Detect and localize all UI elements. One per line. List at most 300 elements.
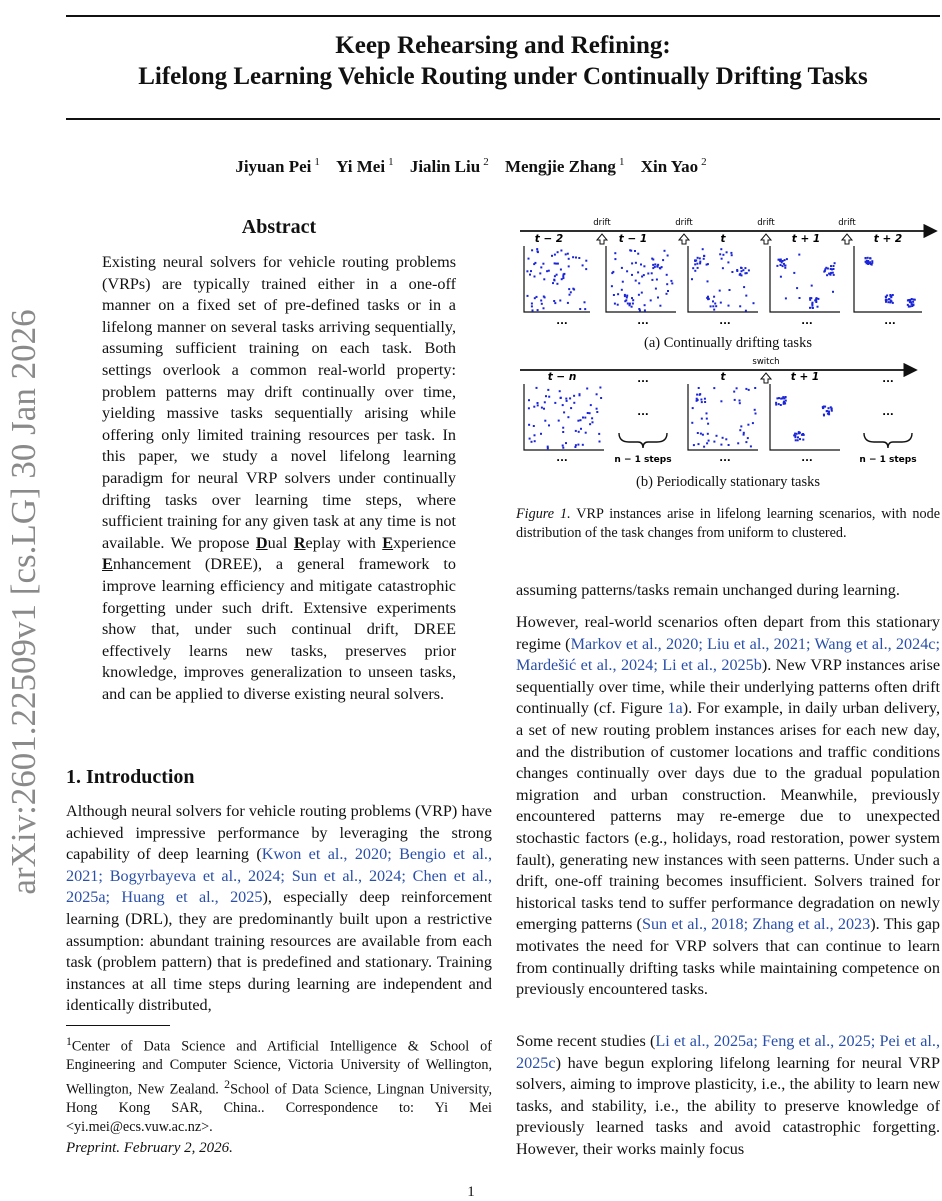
node-dot (699, 257, 701, 259)
node-dot (584, 417, 586, 419)
node-dot (585, 260, 587, 262)
node-dot (745, 388, 747, 390)
node-dot (700, 433, 702, 435)
citation-link[interactable]: Kwon et al., 2020; Bengio et al., 2021; Bogyrbayeva et al., 2024; Sun et al., 2024; Chen et al., 2025a; Huang et al., 2025 (66, 845, 492, 907)
node-dot (782, 396, 784, 398)
node-dot (640, 264, 642, 266)
node-dot (560, 269, 562, 271)
node-dot (707, 280, 709, 282)
section-heading-introduction: 1. Introduction (66, 766, 195, 788)
node-dot (812, 307, 814, 309)
node-dot (871, 262, 873, 264)
node-dot (667, 290, 669, 292)
node-dot (698, 387, 700, 389)
node-dot (720, 400, 722, 402)
node-dot (556, 283, 558, 285)
steps-label: n − 1 steps (614, 455, 672, 465)
node-dot (536, 387, 538, 389)
node-dot (589, 423, 591, 425)
drift-label: drift (838, 218, 856, 228)
citation-link[interactable]: Markov et al., 2020; Liu et al., 2021; Wang et al., 2024c; Mardešić et al., 2024; Li et al., 2025b (516, 634, 940, 675)
node-dot (833, 265, 835, 267)
node-dot (739, 305, 741, 307)
node-dot (796, 287, 798, 289)
node-dot (554, 302, 556, 304)
node-dot (737, 442, 739, 444)
node-dot (568, 288, 570, 290)
node-dot (780, 404, 782, 406)
node-dot (565, 253, 567, 255)
node-dot (586, 388, 588, 390)
drift-arrow-icon (679, 234, 689, 244)
node-dot (720, 444, 722, 446)
node-dot (531, 441, 533, 443)
node-dot (638, 294, 640, 296)
figure-1-diagram (516, 210, 942, 495)
node-dot (775, 404, 777, 406)
node-dot (802, 439, 804, 441)
node-dot (569, 397, 571, 399)
node-dot (781, 261, 783, 263)
ellipsis: ... (801, 316, 813, 327)
citation-link[interactable]: Sun et al., 2018; Zhang et al., 2023 (641, 915, 871, 934)
node-dot (652, 264, 654, 266)
node-dot (659, 305, 661, 307)
node-dot (562, 277, 564, 279)
node-dot (634, 250, 636, 252)
node-dot (554, 402, 556, 404)
node-dot (701, 401, 703, 403)
node-dot (657, 297, 659, 299)
node-dot (626, 295, 628, 297)
node-dot (783, 403, 785, 405)
node-dot (739, 402, 741, 404)
node-dot (822, 407, 824, 409)
ellipsis: ... (719, 316, 731, 327)
node-dot (720, 248, 722, 250)
node-dot (794, 436, 796, 438)
node-dot (703, 446, 705, 448)
node-dot (743, 286, 745, 288)
node-dot (553, 300, 555, 302)
node-dot (797, 439, 799, 441)
node-dot (540, 266, 542, 268)
node-dot (547, 389, 549, 391)
node-dot (572, 256, 574, 258)
node-dot (537, 250, 539, 252)
node-dot (544, 420, 546, 422)
node-dot (747, 424, 749, 426)
node-dot (558, 420, 560, 422)
ellipsis: ... (719, 453, 731, 464)
node-dot (555, 263, 557, 265)
node-dot (591, 417, 593, 419)
node-dot (744, 267, 746, 269)
node-dot (828, 411, 830, 413)
node-dot (566, 400, 568, 402)
figure-ref-link[interactable]: 1a (667, 699, 683, 718)
node-dot (560, 397, 562, 399)
author: Yi Mei $^1$ (336, 156, 394, 176)
node-dot (706, 412, 708, 414)
node-dot (559, 300, 561, 302)
node-dot (647, 273, 649, 275)
node-dot (644, 309, 646, 311)
node-dot (537, 309, 539, 311)
node-dot (829, 273, 831, 275)
node-dot (562, 447, 564, 449)
node-dot (534, 440, 536, 442)
node-dot (563, 273, 565, 275)
abstract-body: Existing neural solvers for vehicle routing problems (VRPs) are typically trained either in a one-off manner on a fixed set of pre-defined tasks or in a lifelong manner on several tasks arriving sequentially, assuming sufficient training on each task. Both settings overlook a common real-world property: problem patterns may drift continually over time, yielding massive tasks sequentially arising while offering only limited training resources per task. In this paper, we study a novel lifelong learning paradigm for neural VRP solvers under continually drifting tasks over learning time steps, where sufficient training for any given task at any time is not available. We propose Dual Replay with Experience Enhancement (DREE), a general framework to improve learning efficiency and mitigate catastrophic forgetting under such drift. Extensive experiments show that, under such continual drift, DREE effectively learns new tasks, preserves prior knowledge, improves generalization to unseen tasks, and can be applied to diverse existing neural solvers. (102, 253, 456, 703)
intro-paragraph-3: Some recent studies (Li et al., 2025a; Feng et al., 2025; Pei et al., 2025c) have begun exploring lifelong learning for neural VRP solvers, aiming to improve plasticity, i.e., the ability to learn new tasks, and stability, i.e., the ability to preserve knowledge of previously learned tasks and avoid catastrophic forgetting. However, their works mainly focus (516, 1032, 941, 1158)
node-dot (697, 267, 699, 269)
node-dot (527, 295, 529, 297)
node-dot (565, 398, 567, 400)
paper-title (66, 30, 940, 92)
node-dot (552, 282, 554, 284)
node-dot (909, 299, 911, 301)
node-dot (776, 265, 778, 267)
node-dot (707, 433, 709, 435)
node-dot (888, 298, 890, 300)
node-dot (533, 406, 535, 408)
node-dot (659, 267, 661, 269)
node-dot (635, 280, 637, 282)
node-dot (664, 250, 666, 252)
node-dot (745, 441, 747, 443)
node-dot (540, 300, 542, 302)
node-dot (809, 307, 811, 309)
node-dot (629, 303, 631, 305)
node-dot (546, 270, 548, 272)
node-dot (913, 299, 915, 301)
node-dot (632, 303, 634, 305)
node-dot (706, 442, 708, 444)
node-dot (563, 411, 565, 413)
brace-icon (619, 433, 667, 448)
node-dot (599, 441, 601, 443)
node-dot (815, 298, 817, 300)
node-dot (617, 293, 619, 295)
drift-label: drift (675, 218, 693, 228)
node-dot (568, 265, 570, 267)
node-dot (626, 270, 628, 272)
node-dot (739, 400, 741, 402)
time-label: t (720, 233, 726, 245)
steps-label: n − 1 steps (859, 455, 917, 465)
ellipsis: ... (637, 374, 649, 385)
node-dot (719, 253, 721, 255)
node-dot (831, 408, 833, 410)
author: Mengjie Zhang $^1$ (504, 156, 625, 176)
node-dot (536, 248, 538, 250)
node-dot (631, 274, 633, 276)
node-dot (654, 263, 656, 265)
abstract-heading: Abstract (241, 216, 317, 238)
node-dot (578, 257, 580, 259)
node-dot (562, 404, 564, 406)
node-dot (740, 267, 742, 269)
node-dot (635, 262, 637, 264)
node-dot (662, 259, 664, 261)
title-line-2: Lifelong Learning Vehicle Routing under Continually Drifting Tasks (138, 63, 868, 90)
node-dot (614, 258, 616, 260)
ellipsis: ... (884, 316, 896, 327)
node-dot (782, 265, 784, 267)
node-dot (567, 416, 569, 418)
node-dot (793, 272, 795, 274)
node-dot (823, 414, 825, 416)
node-dot (553, 279, 555, 281)
node-dot (706, 264, 708, 266)
node-dot (707, 296, 709, 298)
node-dot (596, 411, 598, 413)
node-dot (534, 297, 536, 299)
node-dot (692, 267, 694, 269)
node-dot (908, 305, 910, 307)
intro-paragraph-1: Although neural solvers for vehicle routing problems (VRP) have achieved impressive performance by leveraging the strong capability of deep learning (Kwon et al., 2020; Bengio et al., 2021; Bogyrbayeva et al., 2024; Sun et al., 2024; Chen et al., 2025a; Huang et al., 2025), especially deep reinforcement learning (DRL), they are predominantly built upon a restrictive assumption: abundant training resources are available from each task (problem pattern) that is predefined and stationary. Training instances at all time steps during learning are independent and identically distributed, (66, 802, 492, 1015)
node-dot (742, 269, 744, 271)
node-dot (799, 438, 801, 440)
node-dot (548, 396, 550, 398)
node-dot (727, 261, 729, 263)
node-dot (562, 431, 564, 433)
node-dot (912, 304, 914, 306)
node-dot (694, 263, 696, 265)
node-dot (557, 251, 559, 253)
time-label: t − n (547, 371, 577, 383)
time-label: t (720, 371, 726, 383)
node-dot (748, 269, 750, 271)
node-dot (577, 420, 579, 422)
node-dot (812, 302, 814, 304)
node-dot (559, 390, 561, 392)
node-dot (702, 434, 704, 436)
node-dot (621, 289, 623, 291)
node-dot (730, 252, 732, 254)
node-dot (828, 413, 830, 415)
node-dot (785, 396, 787, 398)
preprint-date: Preprint. February 2, 2026. (66, 1140, 233, 1156)
node-dot (736, 387, 738, 389)
node-dot (745, 295, 747, 297)
node-dot (703, 258, 705, 260)
node-dot (567, 253, 569, 255)
node-dot (541, 407, 543, 409)
node-dot (748, 389, 750, 391)
node-dot (580, 428, 582, 430)
node-dot (670, 280, 672, 282)
node-dot (707, 423, 709, 425)
node-dot (752, 422, 754, 424)
node-dot (891, 300, 893, 302)
node-dot (783, 263, 785, 265)
node-dot (582, 444, 584, 446)
node-dot (529, 438, 531, 440)
citation-link[interactable]: Li et al., 2025a; Feng et al., 2025; Pei et al., 2025c (516, 1032, 941, 1072)
node-dot (707, 298, 709, 300)
node-dot (652, 259, 654, 261)
node-dot (570, 291, 572, 293)
node-dot (621, 267, 623, 269)
node-dot (715, 305, 717, 307)
node-dot (706, 418, 708, 420)
node-dot (617, 304, 619, 306)
node-dot (554, 254, 556, 256)
node-dot (551, 255, 553, 257)
node-dot (778, 403, 780, 405)
node-dot (745, 310, 747, 312)
node-dot (815, 301, 817, 303)
node-dot (694, 270, 696, 272)
node-dot (573, 395, 575, 397)
node-dot (710, 305, 712, 307)
node-dot (600, 397, 602, 399)
node-dot (692, 407, 694, 409)
node-dot (713, 441, 715, 443)
node-dot (827, 268, 829, 270)
node-dot (696, 263, 698, 265)
node-dot (799, 432, 801, 434)
node-dot (526, 270, 528, 272)
node-dot (785, 297, 787, 299)
node-dot (831, 268, 833, 270)
node-dot (582, 264, 584, 266)
node-dot (793, 434, 795, 436)
node-dot (533, 425, 535, 427)
node-dot (754, 409, 756, 411)
node-dot (650, 299, 652, 301)
ellipsis: ... (882, 374, 894, 385)
drift-label: drift (593, 218, 611, 228)
node-dot (713, 296, 715, 298)
node-dot (741, 270, 743, 272)
drift-arrow-icon (842, 234, 852, 244)
title-top-rule (66, 15, 940, 17)
node-dot (637, 271, 639, 273)
node-dot (817, 306, 819, 308)
node-dot (832, 291, 834, 293)
node-dot (528, 258, 530, 260)
node-dot (731, 271, 733, 273)
node-dot (626, 297, 628, 299)
node-dot (693, 444, 695, 446)
node-dot (598, 433, 600, 435)
author: Xin Yao $^2$ (640, 156, 707, 176)
node-dot (528, 424, 530, 426)
node-dot (747, 437, 749, 439)
node-dot (726, 251, 728, 253)
node-dot (794, 433, 796, 435)
time-label: t − 1 (618, 233, 648, 245)
node-dot (584, 308, 586, 310)
node-dot (754, 387, 756, 389)
node-dot (575, 430, 577, 432)
node-dot (531, 305, 533, 307)
drift-arrow-icon (761, 234, 771, 244)
arxiv-stamp: arXiv:2601.22509v1 [cs.LG] 30 Jan 2026 (4, 309, 43, 895)
node-dot (590, 404, 592, 406)
node-dot (540, 433, 542, 435)
node-dot (869, 257, 871, 259)
node-dot (691, 422, 693, 424)
node-dot (637, 253, 639, 255)
node-dot (548, 424, 550, 426)
node-dot (780, 264, 782, 266)
node-scatter-a (526, 248, 915, 312)
author: Jialin Liu $^2$ (409, 156, 489, 176)
node-dot (529, 274, 531, 276)
intro-paragraph-1-continued: assuming patterns/tasks remain unchanged during learning. (516, 581, 900, 599)
node-dot (667, 255, 669, 257)
node-dot (544, 401, 546, 403)
node-dot (528, 407, 530, 409)
node-dot (809, 297, 811, 299)
node-dot (531, 303, 533, 305)
node-dot (567, 302, 569, 304)
node-dot (569, 294, 571, 296)
node-dot (826, 410, 828, 412)
node-dot (696, 394, 698, 396)
drift-label: drift (757, 218, 775, 228)
node-dot (799, 297, 801, 299)
node-dot (596, 393, 598, 395)
node-dot (886, 299, 888, 301)
node-dot (652, 267, 654, 269)
node-dot (656, 279, 658, 281)
node-dot (700, 399, 702, 401)
node-dot (708, 440, 710, 442)
ellipsis: ... (637, 316, 649, 327)
brace-icon (864, 433, 912, 448)
figure-caption: Figure 1. VRP instances arise in lifelong learning scenarios, with node distribution of the task changes from uniform to clustered. (516, 506, 940, 541)
node-dot (731, 254, 733, 256)
node-dot (562, 445, 564, 447)
node-dot (750, 445, 752, 447)
node-dot (744, 272, 746, 274)
node-dot (543, 408, 545, 410)
node-dot (657, 264, 659, 266)
node-dot (532, 309, 534, 311)
node-dot (887, 301, 889, 303)
node-dot (778, 259, 780, 261)
node-dot (547, 447, 549, 449)
node-dot (587, 412, 589, 414)
node-dot (704, 398, 706, 400)
node-dot (584, 301, 586, 303)
node-dot (543, 307, 545, 309)
ellipsis: ... (556, 453, 568, 464)
node-dot (912, 301, 914, 303)
node-dot (530, 270, 532, 272)
node-dot (543, 278, 545, 280)
node-dot (562, 427, 564, 429)
node-dot (596, 408, 598, 410)
node-dot (644, 304, 646, 306)
node-dot (743, 432, 745, 434)
node-dot (570, 407, 572, 409)
node-dot (701, 418, 703, 420)
node-dot (691, 278, 693, 280)
node-dot (545, 395, 547, 397)
node-dot (743, 434, 745, 436)
node-dot (580, 419, 582, 421)
affiliation-footnote: $^1$Center of Data Science and Artificial Intelligence & School of Engineering and Computer Science, Victoria University of Wellington, Wellington, New Zealand. $^2$School of Data Science, Lingnan University, Hong Kong SAR, China.. Correspondence to: Yi Mei <yi.mei@ecs.vuw.ac.nz>. (66, 1034, 492, 1135)
node-dot (797, 436, 799, 438)
node-dot (611, 285, 613, 287)
node-dot (639, 309, 641, 311)
